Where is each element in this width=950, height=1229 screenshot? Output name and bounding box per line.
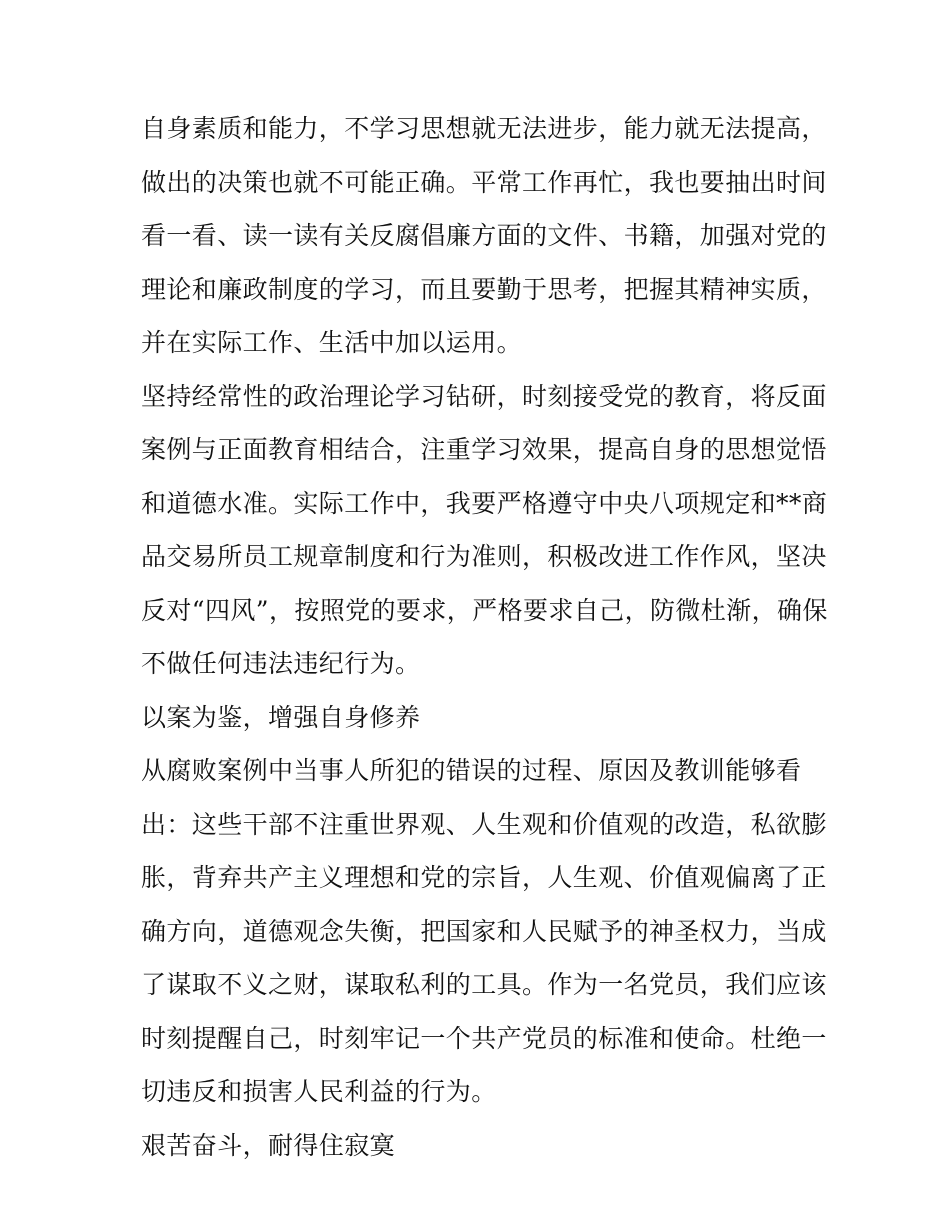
text-line: 确方向，道德观念失衡，把国家和人民赋予的神圣权力，当成: [141, 916, 827, 946]
text-line: 不做任何违法违纪行为。: [141, 649, 421, 678]
text-line: 做出的决策也就不可能正确。平常工作再忙，我也要抽出时间: [141, 167, 827, 197]
text-line: 品交易所员工规章制度和行为准则，积极改进工作作风，坚决: [141, 542, 827, 571]
text-line: 案例与正面教育相结合，注重学习效果，提高自身的思想觉悟: [141, 435, 827, 464]
text-line: 坚持经常性的政治理论学习钻研，时刻接受党的教育，将反面: [141, 381, 827, 411]
text-line: 从腐败案例中当事人所犯的错误的过程、原因及教训能够看: [141, 756, 802, 785]
text-line: 出：这些干部不注重世界观、人生观和价值观的改造，私欲膨: [141, 809, 827, 839]
text-line: 理论和廉政制度的学习，而且要勤于思考，把握其精神实质，: [141, 274, 827, 304]
section-heading: 以案为鉴，增强自身修养: [141, 702, 421, 732]
text-line: 自身素质和能力，不学习思想就无法进步，能力就无法提高，: [141, 114, 827, 143]
document-body: [141, 102, 828, 1172]
text-line: 和道德水准。实际工作中，我要严格遵守中央八项规定和**商: [141, 488, 828, 518]
text-line: 切违反和损害人民利益的行为。: [141, 1077, 497, 1106]
section-heading: 艰苦奋斗，耐得住寂寞: [141, 1130, 396, 1160]
text-line: 时刻提醒自己，时刻牢记一个共产党员的标准和使命。杜绝一: [141, 1023, 827, 1053]
text-line: 了谋取不义之财，谋取私利的工具。作为一名党员，我们应该: [141, 970, 827, 999]
text-line: 反对“四风”，按照党的要求，严格要求自己，防微杜渐，确保: [141, 595, 828, 625]
text-line: 看一看、读一读有关反腐倡廉方面的文件、书籍，加强对党的: [141, 221, 827, 250]
text-line: 并在实际工作、生活中加以运用。: [141, 328, 523, 357]
text-line: 胀，背弃共产主义理想和党的宗旨，人生观、价值观偏离了正: [141, 863, 827, 892]
